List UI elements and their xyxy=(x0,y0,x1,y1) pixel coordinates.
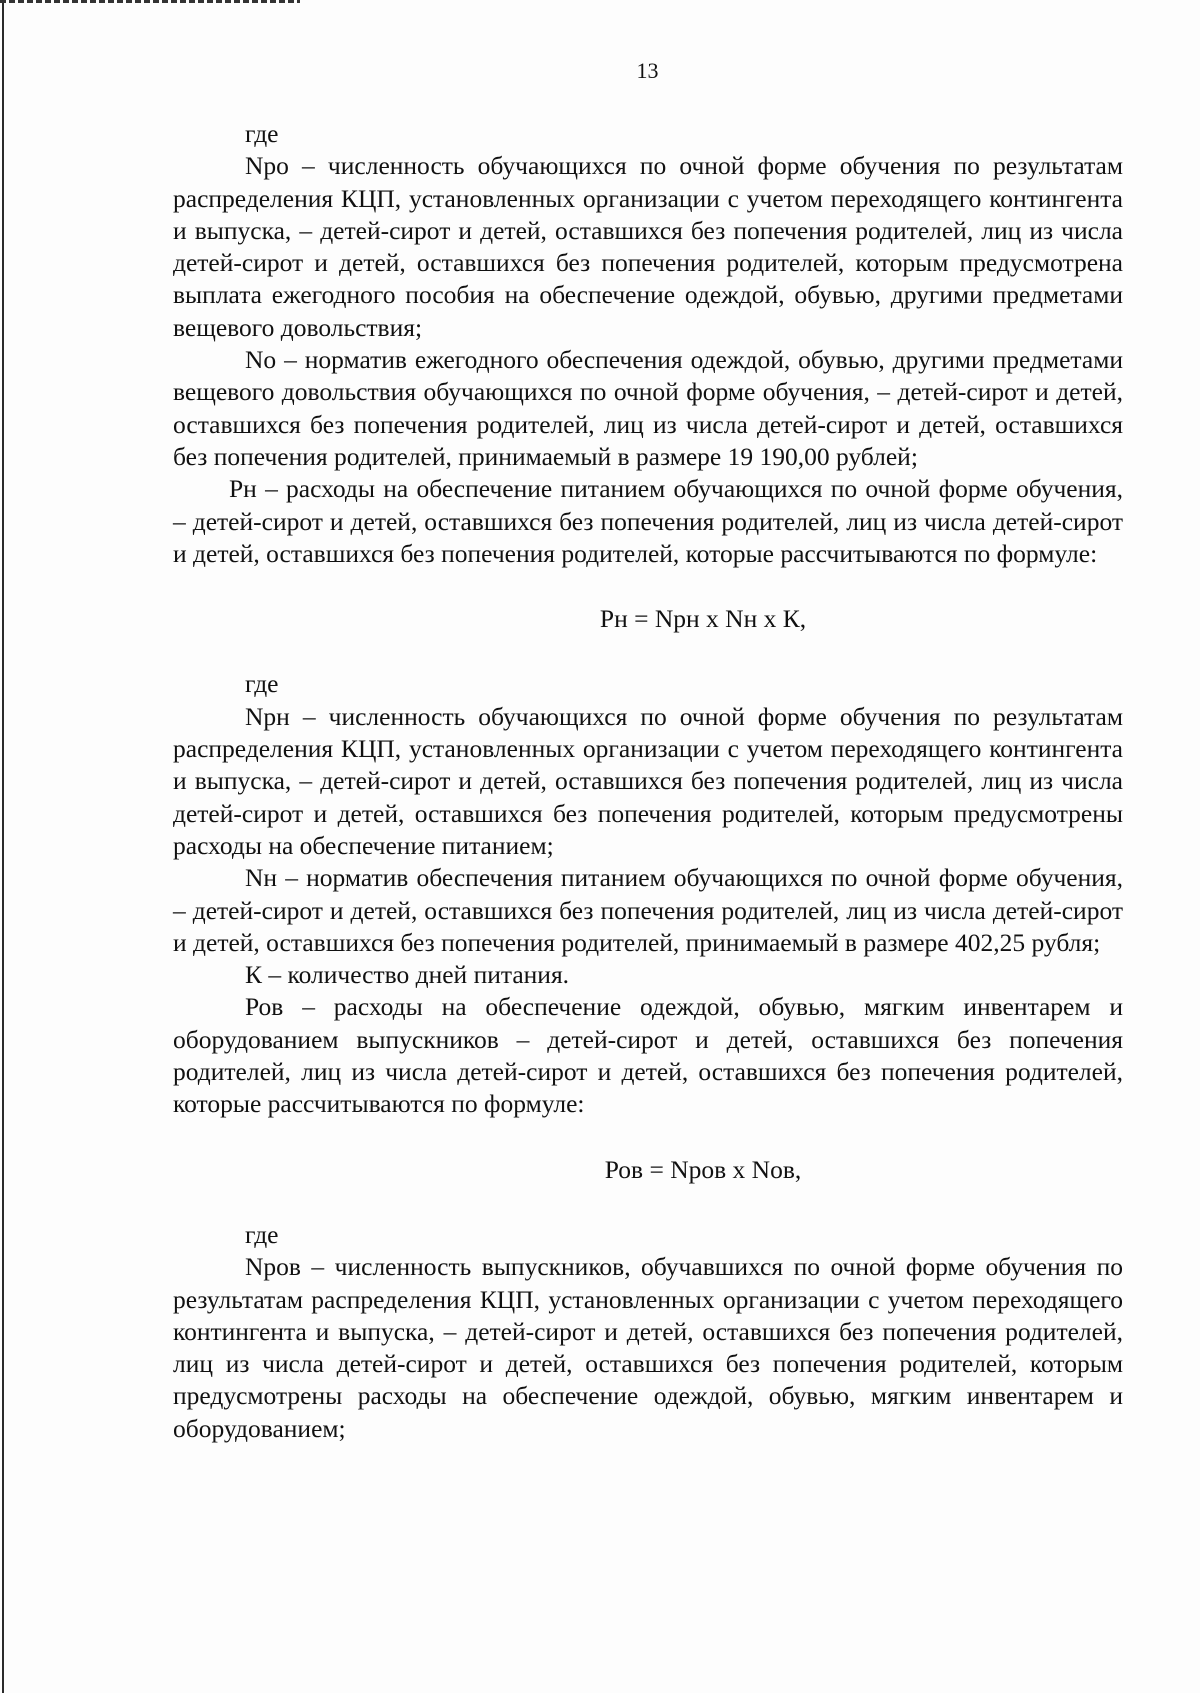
definition-nrov: Nров – численность выпускников, обучавшихся по очной форме обучения по результатам распределения КЦП, установленных организации с учетом переходящего контингента и выпуска, – детей-сирот и детей, оставшихся без попечения родителей, лиц из числа детей-сирот и детей, оставшихся без попечения родителей, которым предусмотрены расходы на обеспечение одеждой, обувью, мягким инвентарем и оборудованием; xyxy=(173,1252,1123,1443)
where-label-3: где xyxy=(245,1219,279,1249)
where-label-2: где xyxy=(245,669,279,699)
scan-left-edge xyxy=(2,0,4,1693)
definition-npo: Nрo – численность обучающихся по очной форме обучения по результатам распределения КЦП, установленных организации с учетом переходящего контингента и выпуска, – детей-сирот и детей, оставшихся без попечения родителей, лиц из числа детей-сирот и детей, оставшихся без попечения родителей, которым предусмотрена выплата ежегодного пособия на обеспечение одеждой, обувью, другими предметами вещевого довольствия; xyxy=(173,151,1123,342)
document-body xyxy=(173,118,1123,1445)
definition-nrn: Nрн – численность обучающихся по очной форме обучения по результатам распределения КЦП, установленных организации с учетом переходящего контингента и выпуска, – детей-сирот и детей, оставшихся без попечения родителей, лиц из числа детей-сирот и детей, оставшихся без попечения родителей, которым предусмотрены расходы на обеспечение питанием; xyxy=(173,701,1123,860)
definition-rov: Ров – расходы на обеспечение одеждой, обувью, мягким инвентарем и оборудованием выпускников – детей-сирот и детей, оставшихся без попечения родителей, лиц из числа детей-сирот и детей, оставшихся без попечения родителей, которые рассчитываются по формуле: xyxy=(173,992,1123,1119)
where-label-1: где xyxy=(245,119,279,148)
definition-no: No – норматив ежегодного обеспечения одеждой, обувью, другими предметами вещевого довольствия обучающихся по очной форме обучения, – детей-сирот и детей, оставшихся без попечения родителей, лиц из числа детей-сирот и детей, оставшихся без попечения родителей, принимаемый в размере 19 190,00 рублей; xyxy=(173,345,1123,471)
page-number: 13 xyxy=(636,58,659,83)
formula-rov: Ров = Nров х Nов, xyxy=(604,1154,802,1184)
definition-nn: Nн – норматив обеспечения питанием обучающихся по очной форме обучения, – детей-сирот и детей, оставшихся без попечения родителей, лиц из числа детей-сирот и детей, оставшихся без попечения родителей, принимаемый в размере 402,25 рубля; xyxy=(173,863,1123,957)
definition-k: К – количество дней питания. xyxy=(245,960,570,990)
definition-rn: Рн – расходы на обеспечение питанием обучающихся по очной форме обучения, – детей-сирот и детей, оставшихся без попечения родителей, лиц из числа детей-сирот и детей, оставшихся без попечения родителей, которые рассчитываются по формуле: xyxy=(173,474,1123,568)
formula-rn: Рн = Nрн х Nн х К, xyxy=(599,604,807,634)
scan-top-edge xyxy=(0,0,300,3)
